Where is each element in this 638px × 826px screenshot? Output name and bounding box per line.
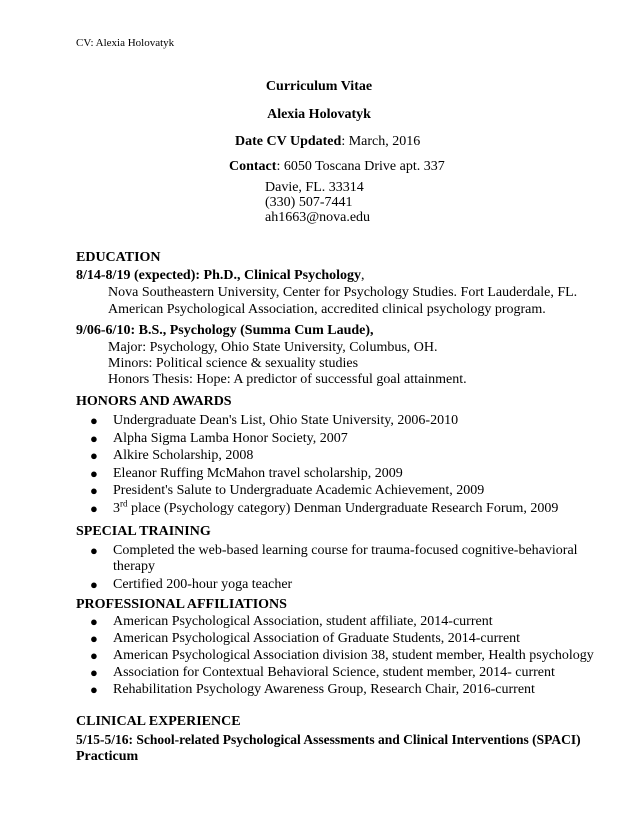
cv-updated-value: : March, 2016: [341, 134, 421, 149]
training-heading: SPECIAL TRAINING: [76, 524, 211, 539]
contact-email: ah1663@nova.edu: [265, 210, 371, 225]
bullet-icon: ●: [90, 631, 98, 646]
phd-entry-heading: 8/14-8/19 (expected): Ph.D., Clinical Psychology,: [76, 268, 365, 283]
bullet-icon: ●: [90, 483, 98, 498]
bullet-icon: ●: [90, 682, 98, 697]
contact-address: : 6050 Toscana Drive apt. 337: [276, 159, 445, 174]
bullet-icon: ●: [90, 466, 98, 481]
document-title: Curriculum Vitae: [265, 79, 373, 94]
person-name: Alexia Holovatyk: [267, 107, 371, 122]
contact-phone: (330) 507-7441: [265, 195, 353, 210]
bullet-icon: ●: [90, 448, 98, 463]
bullet-icon: ●: [90, 543, 98, 558]
bs-thesis: Honors Thesis: Hope: A predictor of successful goal attainment.: [108, 372, 467, 387]
honors-heading: HONORS AND AWARDS: [76, 394, 232, 409]
bs-major: Major: Psychology, Ohio State University, Columbus, OH.: [108, 340, 438, 355]
education-heading: EDUCATION: [76, 250, 161, 265]
bs-minors: Minors: Political science & sexuality studies: [108, 356, 359, 371]
list-item-continuation: therapy: [113, 559, 155, 574]
bullet-icon: ●: [90, 665, 98, 680]
phd-institution: Nova Southeastern University, Center for Psychology Studies. Fort Lauderdale, FL.: [108, 285, 578, 300]
bullet-icon: ●: [90, 413, 98, 428]
cv-updated-label: Date CV Updated: [235, 134, 342, 149]
bullet-icon: ●: [90, 648, 98, 663]
clinical-entry-heading-cont: Practicum: [76, 749, 139, 764]
bullet-icon: ●: [90, 501, 98, 516]
clinical-heading: CLINICAL EXPERIENCE: [76, 714, 241, 729]
clinical-entry-heading: 5/15-5/16: School-related Psychological Assessments and Clinical Interventions (SPACI): [76, 732, 581, 747]
cv-page: CV: Alexia Holovatyk Curriculum Vitae Alexia Holovatyk Date CV Updated: March, 2016 Contact: 6050 Toscana Drive apt. 337 Davie, FL. 33314 (330) 507-7441 ah1663@nova.edu EDUCATION 8/14-8/19 (expected): Ph.D., Clinical Psychology, Nova Southeastern University, Center for Psychology Studies. Fort Lauderdale, FL. American Psychological Association, accredited clinical psychology program. 9/06-6/10: B.S., Psychology (Summa Cum Laude), Major: Psychology, Ohio State University, Columbus, OH. Minors: Political science & sexuality studies Honors Thesis: Hope: A predictor of successful goal attainment. HONORS AND AWARDS ● Undergraduate Dean's List, Ohio State University, 2006-2010 ● Alpha Sigma Lamba Honor Society, 2007 ● Alkire Scholarship, 2008 ● Eleanor Ruffing McMahon travel scholarship, 2009 ● President's Salute to Undergraduate Academic Achievement, 2009 ● 3rd place (Psychology category) Denman Undergraduate Research Forum, 2009 SPECIAL TRAINING ● Completed the web-based learning course for trauma-focused cognitive-behavioral therapy ● Certified 200-hour yoga teacher PROFESSIONAL AFFILIATIONS ● American Psychological Association, student affiliate, 2014-current ● American Psychological Association of Graduate Students, 2014-current ● American Psychological Association division 38, student member, Health psychology ● Association for Contextual Behavioral Science, student member, 2014- current ● Rehabilitation Psychology Awareness Group, Research Chair, 2016-current CLINICAL EXPERIENCE 5/15-5/16: School-related Psychological Assessments and Clinical Interventions (SPACI) Practicum: [0, 0, 638, 826]
cv-updated-line: [235, 134, 420, 150]
affiliations-heading: PROFESSIONAL AFFILIATIONS: [76, 597, 287, 612]
running-header: CV: Alexia Holovatyk: [76, 37, 175, 49]
contact-city: Davie, FL. 33314: [265, 180, 364, 195]
bs-entry-heading: 9/06-6/10: B.S., Psychology (Summa Cum Laude),: [76, 323, 374, 338]
contact-label: Contact: [229, 159, 277, 174]
phd-accreditation: American Psychological Association, accredited clinical psychology program.: [108, 302, 546, 317]
bullet-icon: ●: [90, 577, 98, 592]
bullet-icon: ●: [90, 614, 98, 629]
contact-line: [229, 159, 445, 175]
bullet-icon: ●: [90, 431, 98, 446]
